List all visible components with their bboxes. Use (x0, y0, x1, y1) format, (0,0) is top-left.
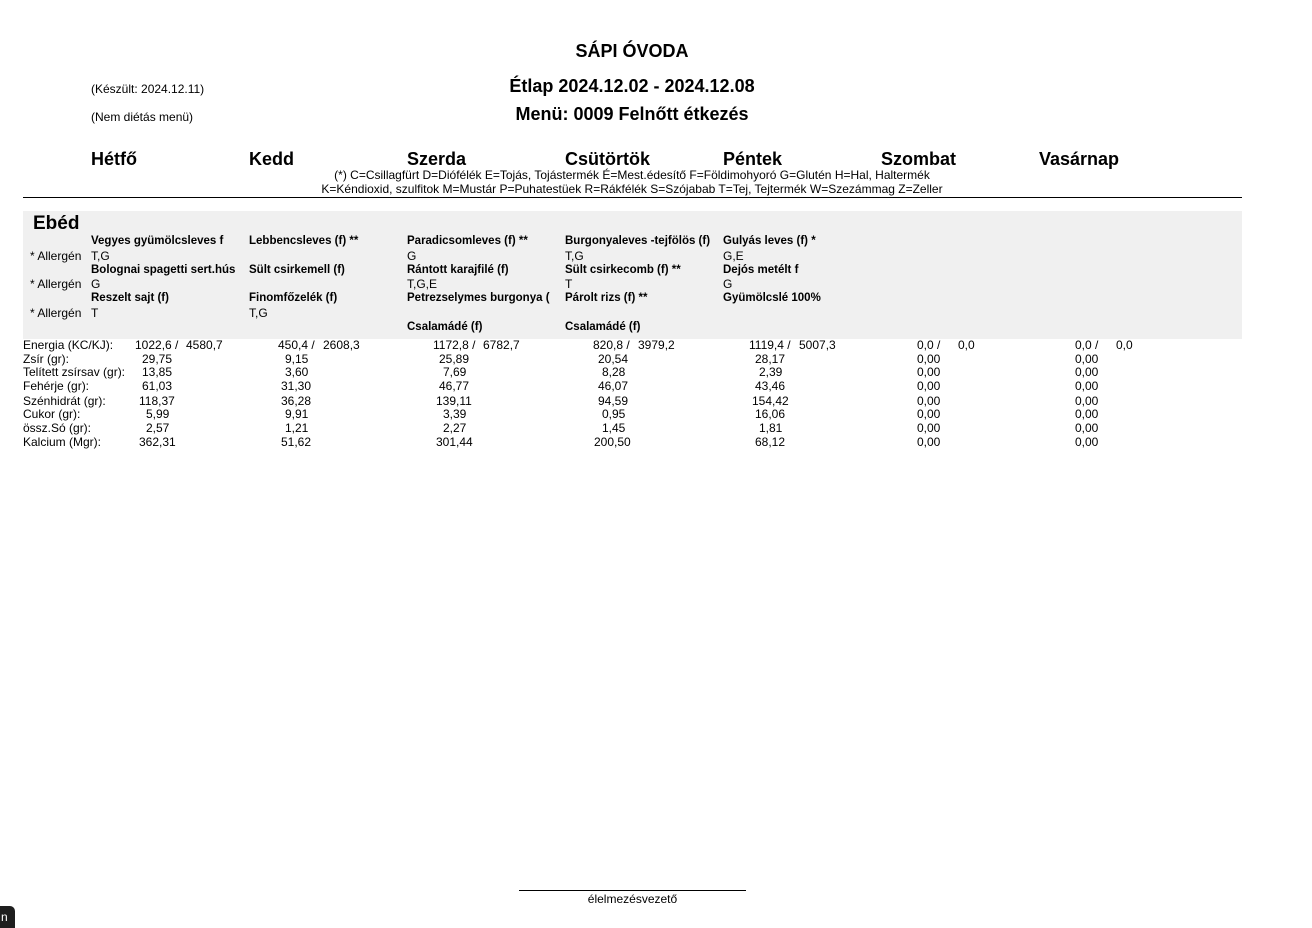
nutrient-value: 46,77 (439, 379, 470, 393)
header-divider (23, 197, 1242, 198)
energy-kj-wednesday: 6782,7 (483, 338, 520, 352)
nutrient-value: 0,00 (917, 365, 941, 379)
nutrient-label-calcium: Kalcium (Mgr): (23, 435, 102, 449)
nutrient-value: 16,06 (755, 407, 786, 421)
nutrient-value: 0,00 (917, 407, 941, 421)
nutrient-value: 0,00 (1075, 394, 1099, 408)
nutrient-value: 61,03 (142, 379, 173, 393)
allergen-tuesday-3: T,G (249, 306, 268, 320)
energy-kj-saturday: 0,0 (958, 338, 975, 352)
nutrient-value: 0,00 (917, 421, 941, 435)
menu-period-title: Étlap 2024.12.02 - 2024.12.08 (509, 76, 755, 96)
extra-dish-wednesday: Csalamádé (f) (407, 321, 483, 333)
nutrient-label-salt: össz.Só (gr): (23, 421, 92, 435)
nutrient-value: 7,69 (443, 365, 467, 379)
allergen-thursday-1: T,G (565, 249, 584, 263)
dish-thursday-2: Sült csirkecomb (f) ** (565, 264, 681, 276)
day-header-friday: Péntek (723, 149, 783, 169)
diet-note: (Nem diétás menü) (91, 110, 194, 124)
dish-thursday-1: Burgonyaleves -tejfölös (f) (565, 235, 711, 247)
nutrient-value: 2,27 (443, 421, 467, 435)
day-header-saturday: Szombat (881, 149, 957, 169)
energy-kc-saturday: 0,0 / (917, 338, 941, 352)
nutrient-value: 0,00 (1075, 435, 1099, 449)
nutrient-value: 3,39 (443, 407, 467, 421)
nutrient-value: 46,07 (598, 379, 629, 393)
nutrient-value: 0,00 (1075, 379, 1099, 393)
allergen-monday-3: T (91, 306, 99, 320)
nutrient-label-fat: Zsír (gr): (23, 352, 69, 366)
nutrient-label-carbohydrate: Szénhidrát (gr): (23, 394, 106, 408)
nutrient-label-saturated-fat: Telített zsírsav (gr): (23, 365, 126, 379)
nutrient-value: 0,95 (602, 407, 626, 421)
nutrient-value: 9,91 (285, 407, 309, 421)
energy-kj-thursday: 3979,2 (638, 338, 675, 352)
nutrient-label-sugar: Cukor (gr): (23, 407, 81, 421)
allergen-label-3: * Allergén (30, 306, 82, 320)
nutrient-value: 29,75 (142, 352, 173, 366)
dish-friday-1: Gulyás leves (f) * (723, 235, 816, 247)
allergen-monday-2: G (91, 277, 101, 291)
nutrient-value: 200,50 (594, 435, 631, 449)
allergen-legend-line-2: K=Kéndioxid, szulfitok M=Mustár P=Puhatestüek R=Rákfélék S=Szójabab T=Tej, Tejtermék W=Szezámmag Z=Zeller (321, 182, 943, 196)
dish-tuesday-2: Sült csirkemell (f) (249, 264, 345, 276)
nutrient-value: 94,59 (598, 394, 629, 408)
dish-friday-2: Dejós metélt f (723, 264, 799, 276)
dish-monday-2: Bolognai spagetti sert.hús (91, 264, 236, 276)
energy-kc-tuesday: 450,4 / (278, 338, 315, 352)
nutrient-value: 2,57 (146, 421, 170, 435)
nutrient-value: 301,44 (436, 435, 473, 449)
nutrient-value: 1,45 (602, 421, 626, 435)
nutrient-value: 0,00 (1075, 365, 1099, 379)
energy-kc-thursday: 820,8 / (593, 338, 630, 352)
nutrient-value: 36,28 (281, 394, 312, 408)
nutrient-value: 51,62 (281, 435, 312, 449)
nutrient-value: 3,60 (285, 365, 309, 379)
allergen-thursday-2: T (565, 277, 573, 291)
nutrient-value: 5,99 (146, 407, 170, 421)
dish-monday-1: Vegyes gyümölcsleves f (91, 235, 224, 247)
dish-tuesday-3: Finomfőzelék (f) (249, 292, 338, 304)
day-header-sunday: Vasárnap (1039, 149, 1120, 169)
nutrient-value: 0,00 (917, 435, 941, 449)
dish-wednesday-3: Petrezselymes burgonya ( (407, 292, 550, 304)
allergen-legend-line-1: (*) C=Csillagfürt D=Diófélék E=Tojás, Tojástermék É=Mest.édesítő F=Földimohyoró G=Glutén H=Hal, Haltermék (334, 168, 930, 182)
day-header-monday: Hétfő (91, 149, 137, 169)
nutrient-value: 25,89 (439, 352, 470, 366)
allergen-label-1: * Allergén (30, 249, 82, 263)
signature-line (519, 890, 746, 891)
dish-wednesday-2: Rántott karajfilé (f) (407, 264, 509, 276)
nutrient-value: 0,00 (917, 352, 941, 366)
energy-kc-friday: 1119,4 / (749, 338, 791, 352)
created-date: (Készült: 2024.12.11) (91, 82, 205, 96)
dish-tuesday-1: Lebbencsleves (f) ** (249, 235, 359, 247)
nutrient-value: 1,21 (285, 421, 309, 435)
nutrient-value: 1,81 (759, 421, 783, 435)
extra-dish-thursday: Csalamádé (f) (565, 321, 641, 333)
day-header-thursday: Csütörtök (565, 149, 650, 169)
nutrient-value: 154,42 (752, 394, 789, 408)
nutrient-value: 9,15 (285, 352, 309, 366)
nutrient-value: 118,37 (139, 394, 175, 408)
energy-kj-sunday: 0,0 (1116, 338, 1133, 352)
allergen-friday-1: G,E (723, 249, 744, 263)
energy-kc-wednesday: 1172,8 / (433, 338, 476, 352)
nutrient-value: 8,28 (602, 365, 626, 379)
day-header-tuesday: Kedd (249, 149, 294, 169)
allergen-label-2: * Allergén (30, 277, 82, 291)
nutrient-value: 43,46 (755, 379, 786, 393)
nutrient-value: 0,00 (1075, 407, 1099, 421)
dish-monday-3: Reszelt sajt (f) (91, 292, 169, 304)
signature-label: élelmezésvezető (587, 892, 678, 906)
corner-badge-label: n (1, 910, 8, 924)
nutrient-value: 362,31 (139, 435, 176, 449)
energy-label: Energia (KC/KJ): (23, 338, 114, 352)
nutrient-value: 0,00 (917, 394, 941, 408)
nutrient-value: 20,54 (598, 352, 629, 366)
nutrient-value: 2,39 (759, 365, 783, 379)
allergen-friday-2: G (723, 277, 733, 291)
day-header-wednesday: Szerda (407, 149, 467, 169)
dish-thursday-3: Párolt rizs (f) ** (565, 292, 648, 304)
energy-kj-monday: 4580,7 (186, 338, 223, 352)
menu-name: Menü: 0009 Felnőtt étkezés (515, 104, 749, 124)
energy-kj-friday: 5007,3 (799, 338, 836, 352)
nutrient-label-protein: Fehérje (gr): (23, 379, 90, 393)
nutrient-value: 0,00 (1075, 421, 1099, 435)
allergen-wednesday-2: T,G,E (407, 277, 438, 291)
dish-wednesday-1: Paradicsomleves (f) ** (407, 235, 528, 247)
energy-kj-tuesday: 2608,3 (323, 338, 360, 352)
allergen-monday-1: T,G (91, 249, 110, 263)
nutrient-value: 0,00 (917, 379, 941, 393)
energy-kc-monday: 1022,6 / (135, 338, 179, 352)
nutrient-value: 28,17 (755, 352, 786, 366)
institution-name: SÁPI ÓVODA (575, 41, 689, 61)
nutrient-value: 0,00 (1075, 352, 1099, 366)
nutrient-value: 31,30 (281, 379, 312, 393)
energy-kc-sunday: 0,0 / (1075, 338, 1099, 352)
corner-badge[interactable] (0, 906, 15, 928)
nutrient-value: 68,12 (755, 435, 786, 449)
nutrient-value: 13,85 (142, 365, 173, 379)
nutrient-value: 139,11 (436, 394, 472, 408)
allergen-wednesday-1: G (407, 249, 417, 263)
meal-title: Ebéd (33, 213, 80, 234)
dish-friday-3: Gyümölcslé 100% (723, 292, 821, 304)
